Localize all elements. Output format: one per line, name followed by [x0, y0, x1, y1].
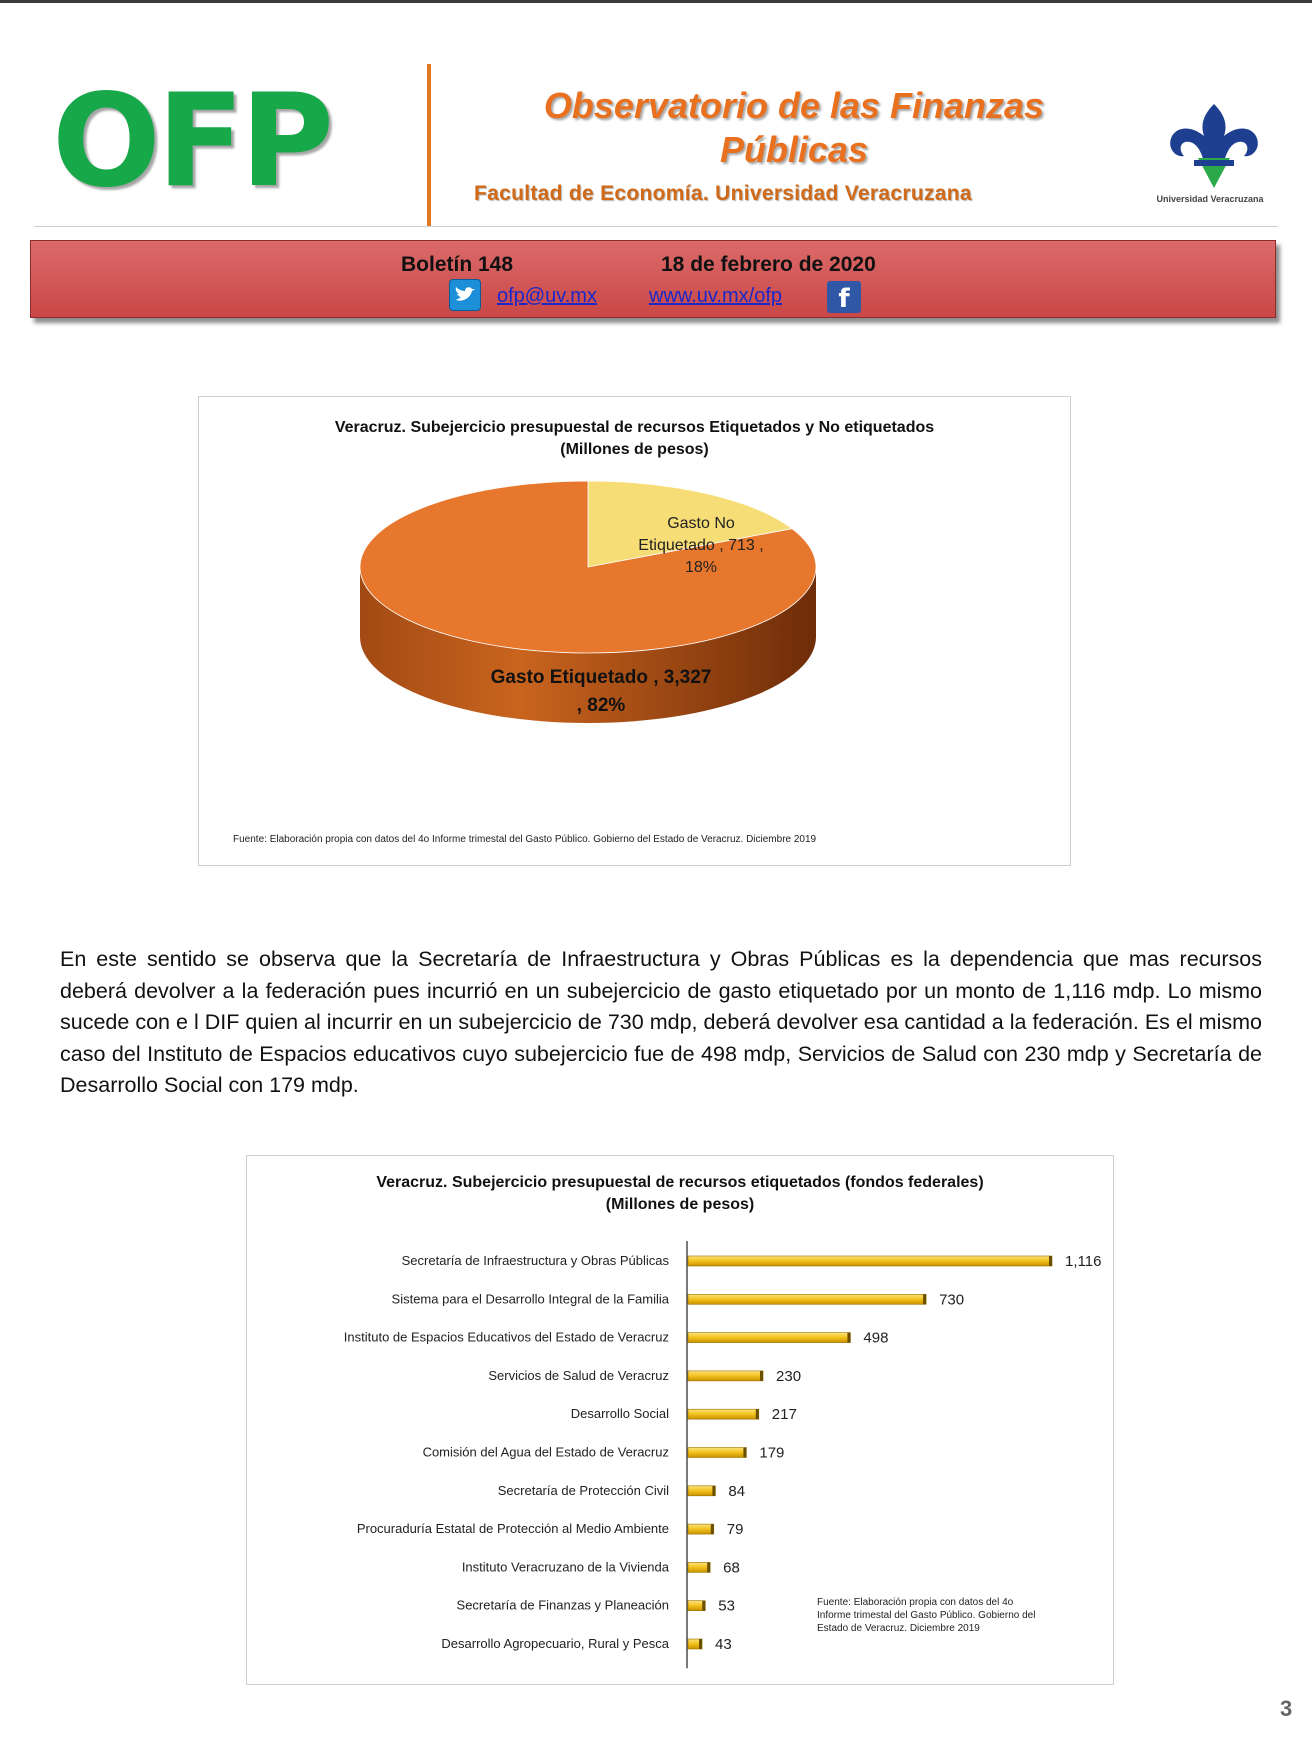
- bar-end-cap: [743, 1448, 746, 1458]
- bar-source-line-1: Fuente: Elaboración propia con datos del 4o: [817, 1597, 1014, 1608]
- bar: [688, 1562, 710, 1572]
- bar-value-label: 230: [776, 1367, 802, 1385]
- pie-label-no-etiquetado: Gasto No: [667, 515, 735, 532]
- bar-value-label: 1,116: [1065, 1253, 1102, 1270]
- email-link[interactable]: ofp@uv.mx: [497, 285, 597, 307]
- pie-chart: [199, 397, 1070, 865]
- page-title: [454, 84, 1134, 172]
- header: [34, 60, 1278, 230]
- bar: [688, 1371, 763, 1381]
- bar: [688, 1256, 1052, 1266]
- pie-label-no-etiquetado: 18%: [684, 559, 718, 576]
- twitter-icon[interactable]: [449, 279, 481, 311]
- bar-end-cap: [711, 1524, 714, 1534]
- bar-end-cap: [702, 1601, 705, 1611]
- bar-end-cap: [712, 1486, 715, 1496]
- bar-end-cap: [760, 1371, 763, 1381]
- bar-category-label: Comisión del Agua del Estado de Veracruz: [422, 1444, 669, 1460]
- bar-category-label: Sistema para el Desarrollo Integral de la Familia: [391, 1291, 669, 1307]
- bar-category-label: Secretaría de Finanzas y Planeación: [456, 1597, 669, 1613]
- title-line-1: Observatorio de las Finanzas: [543, 85, 1045, 126]
- pie-title-line-2: (Millones de pesos): [560, 441, 709, 458]
- website-link[interactable]: www.uv.mx/ofp: [649, 285, 782, 307]
- university-logo-icon: [1144, 96, 1284, 196]
- bar-value-label: 68: [723, 1559, 740, 1577]
- pie-chart-source: Fuente: Elaboración propia con datos del 4o Informe trimestal del Gasto Público. Gobierno del Estado de Veracruz. Diciembre 2019: [233, 834, 817, 845]
- page-number: 3: [1280, 1696, 1293, 1721]
- bar: [688, 1448, 746, 1458]
- ofp-logo: OFP: [52, 67, 331, 216]
- bar: [688, 1294, 926, 1304]
- bar-category-label: Servicios de Salud de Veracruz: [488, 1367, 669, 1383]
- header-divider: [34, 226, 1278, 227]
- bar-value-label: 43: [715, 1636, 732, 1653]
- body-paragraph: En este sentido se observa que la Secretaría de Infraestructura y Obras Públicas es la dependencia que mas recursos deberá devolver a la federación pues incurrió en un subejercicio de gasto etiquetado por un monto de 1,116 mdp. Lo mismo sucede con e l DIF quien al incurrir en un subejercicio de 730 mdp, deberá devolver esa cantidad a la federación. Es el mismo caso del Instituto de Espacios educativos cuyo subejercicio fue de 498 mdp, Servicios de Salud con 230 mdp y Secretaría de Desarrollo Social con 179 mdp.: [60, 947, 1262, 1097]
- bar-value-label: 84: [728, 1482, 746, 1500]
- pie-label-etiquetado: , 82%: [576, 695, 626, 716]
- bar-end-cap: [1049, 1256, 1052, 1266]
- bar-end-cap: [923, 1294, 926, 1304]
- bulletin-date: 18 de febrero de 2020: [661, 253, 876, 276]
- bar-category-label: Instituto de Espacios Educativos del Estado de Veracruz: [343, 1329, 669, 1345]
- bar-category-label: Desarrollo Social: [570, 1406, 669, 1422]
- bar-source-line-3: Estado de Veracruz. Diciembre 2019: [817, 1623, 980, 1634]
- pie-chart-panel: [198, 396, 1071, 866]
- bar-source-line-2: Informe trimestal del Gasto Público. Gobierno del: [817, 1610, 1036, 1621]
- university-caption: Universidad Veracruzana: [1156, 194, 1264, 204]
- bar-end-cap: [699, 1639, 702, 1649]
- bar-category-label: Secretaría de Infraestructura y Obras Públicas: [401, 1253, 669, 1268]
- bar-category-label: Procuraduría Estatal de Protección al Medio Ambiente: [356, 1521, 669, 1537]
- bar: [688, 1524, 714, 1534]
- bar-title-line-1: Veracruz. Subejercicio presupuestal de recursos etiquetados (fondos federales): [376, 1174, 984, 1191]
- bar-category-label: Instituto Veracruzano de la Vivienda: [461, 1559, 669, 1575]
- bar-category-label: Secretaría de Protección Civil: [497, 1482, 669, 1498]
- facebook-icon[interactable]: f: [827, 281, 861, 313]
- bar-chart-source: [817, 1596, 1067, 1635]
- bar-value-label: 53: [718, 1597, 735, 1615]
- bar: [688, 1409, 759, 1419]
- bar-title-line-2: (Millones de pesos): [605, 1196, 755, 1213]
- bulletin-number: Boletín 148: [401, 253, 514, 276]
- bar-end-cap: [756, 1409, 759, 1419]
- title-line-2: Públicas: [719, 129, 869, 170]
- bar-value-label: 79: [726, 1521, 744, 1539]
- logo-divider: [427, 64, 431, 227]
- pie-title-line-1: Veracruz. Subejercicio presupuestal de recursos Etiquetados y No etiquetados: [334, 419, 935, 436]
- bar-value-label: 730: [939, 1291, 965, 1309]
- bar-value-label: 498: [863, 1329, 889, 1347]
- bulletin-banner: [30, 240, 1276, 318]
- header-subtitle: Facultad de Economía. Universidad Veracruzana: [474, 182, 972, 205]
- bar: [688, 1486, 715, 1496]
- bar-value-label: 179: [759, 1444, 785, 1462]
- top-border: [0, 0, 1312, 3]
- bar-value-label: 217: [771, 1406, 797, 1424]
- pie-label-no-etiquetado: Etiquetado , 713 ,: [638, 537, 764, 554]
- bar-category-label: Desarrollo Agropecuario, Rural y Pesca: [441, 1636, 669, 1651]
- bar: [688, 1333, 850, 1343]
- bar-end-cap: [707, 1562, 710, 1572]
- bar-chart-panel: [246, 1155, 1114, 1685]
- pie-label-etiquetado: Gasto Etiquetado , 3,327: [490, 667, 712, 688]
- bar-end-cap: [847, 1333, 850, 1343]
